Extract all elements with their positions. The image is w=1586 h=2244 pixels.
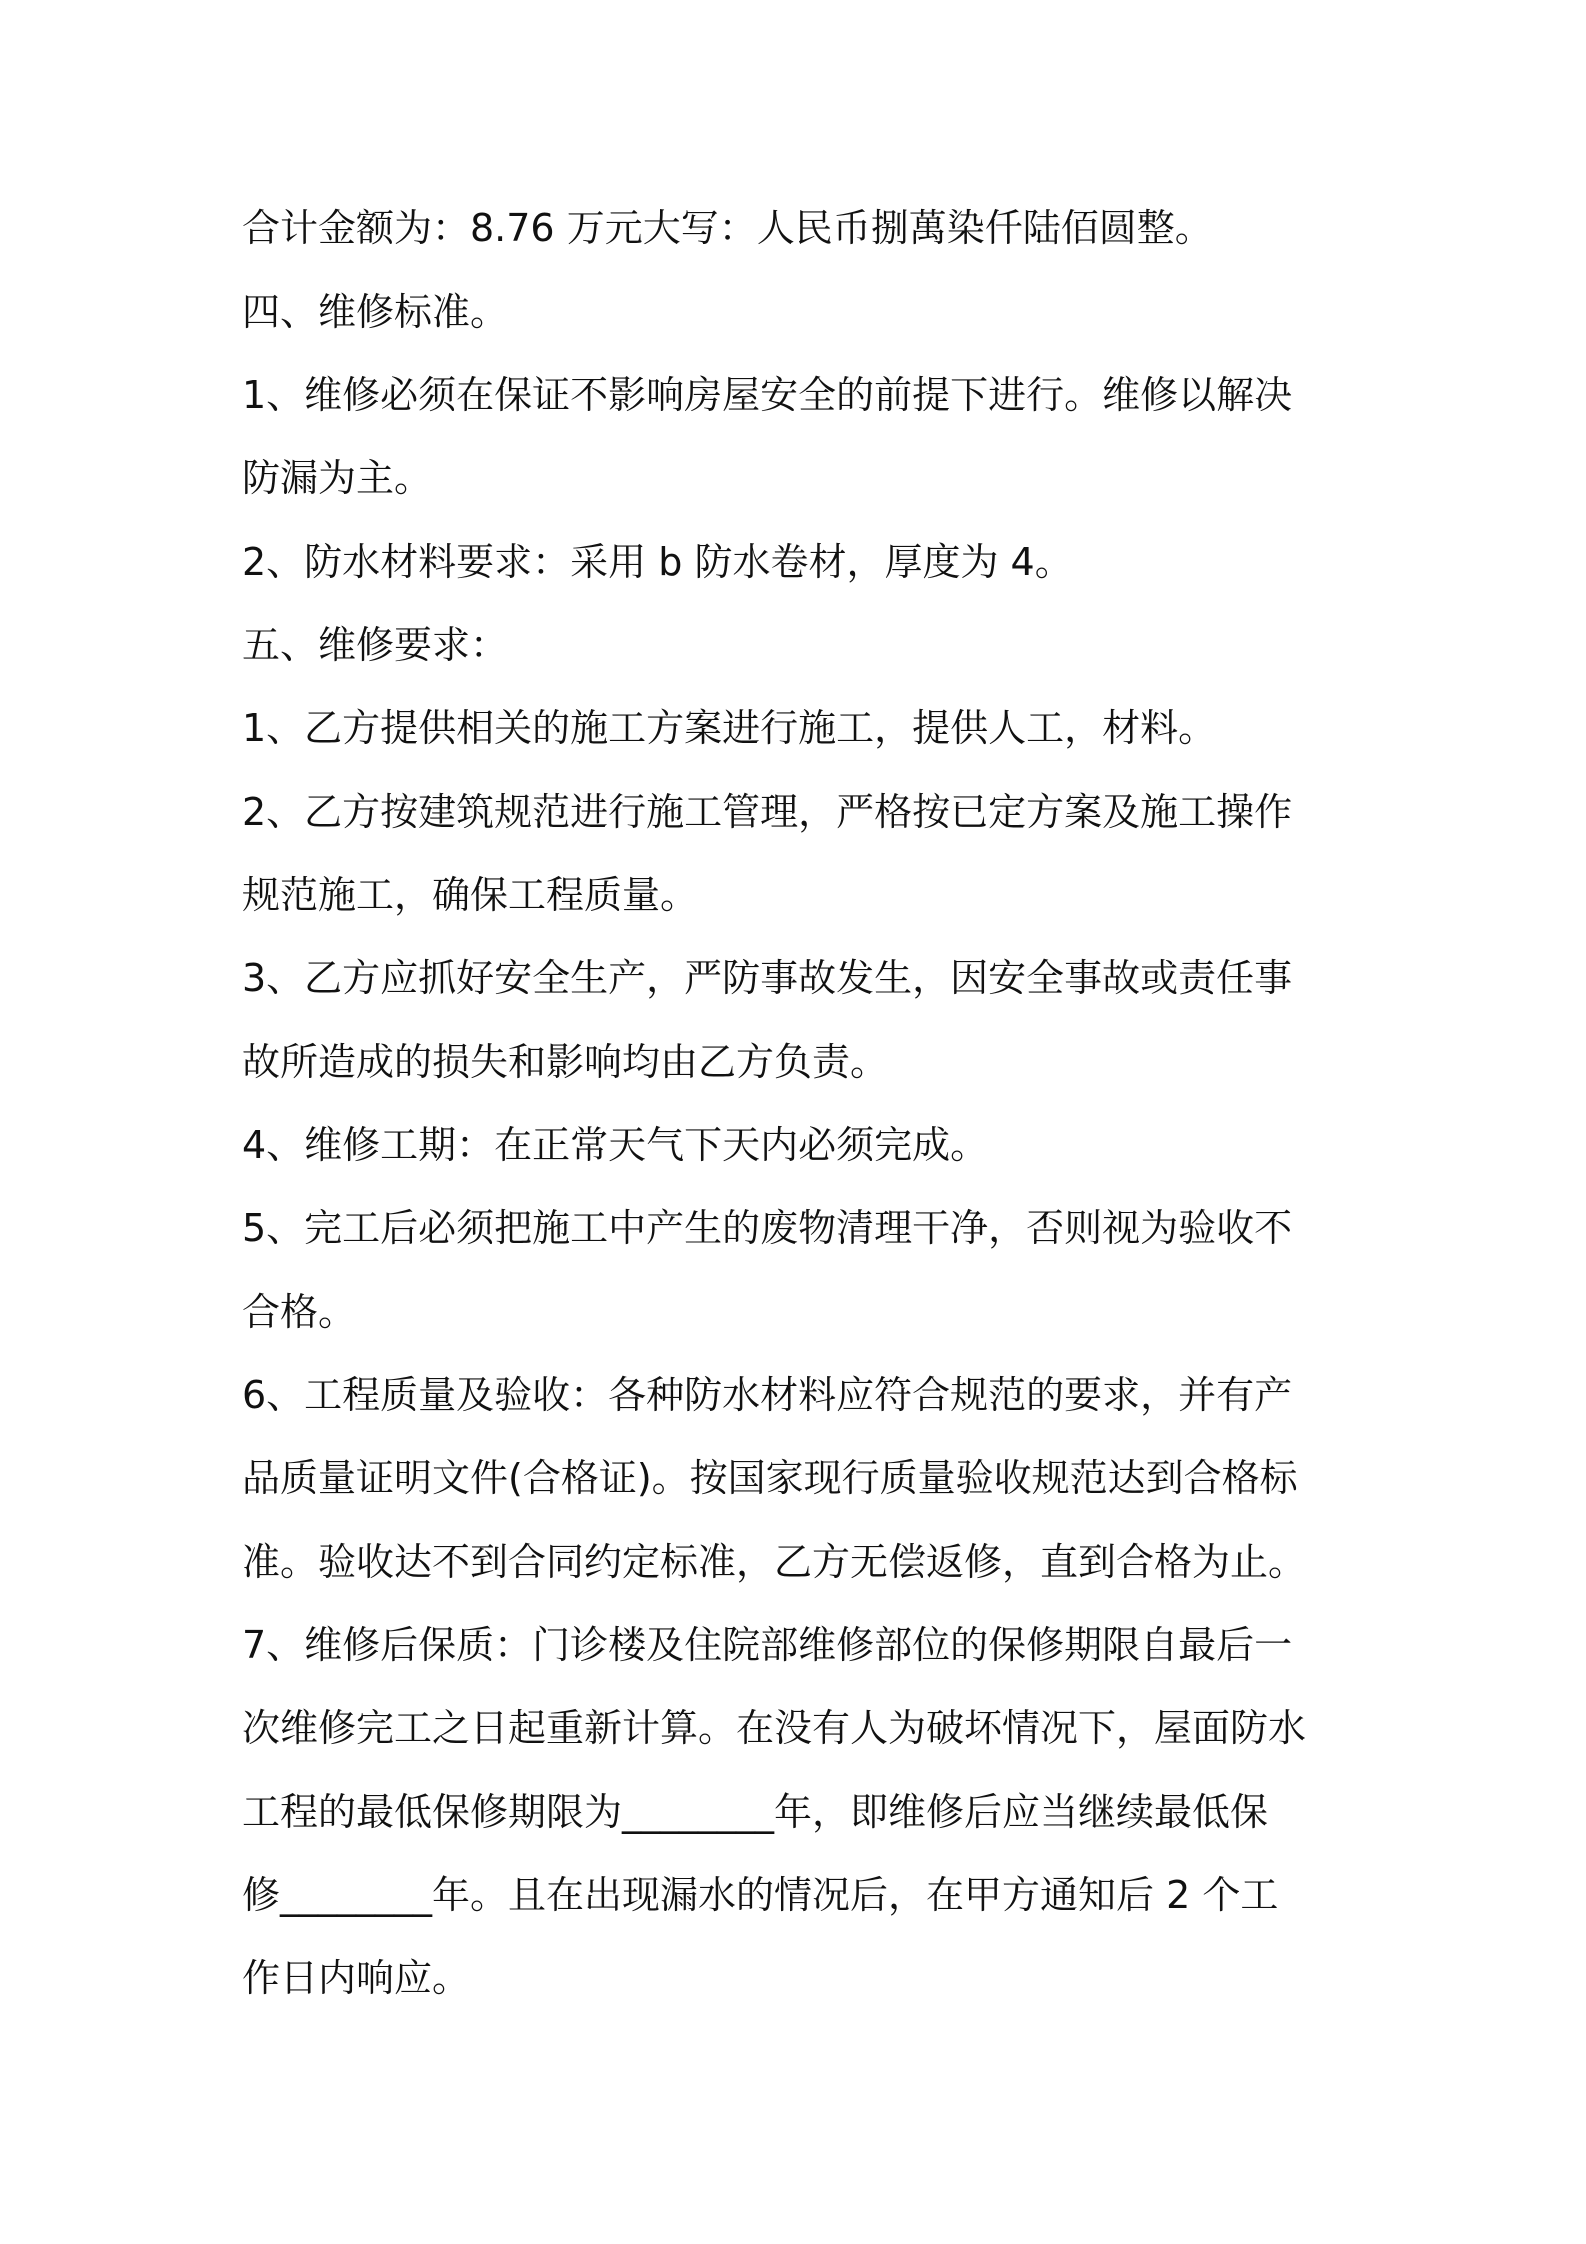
requirement-item-7-line-1: 7、维修后保质：门诊楼及住院部维修部位的保修期限自最后一 (242, 1623, 1293, 1667)
requirement-item-2-line-2: 规范施工，确保工程质量。 (242, 873, 699, 917)
requirement-item-5-line-2: 合格。 (242, 1290, 357, 1334)
requirement-item-1: 1、乙方提供相关的施工方案进行施工，提供人工，材料。 (242, 706, 1217, 750)
requirement-item-6-line-1: 6、工程质量及验收：各种防水材料应符合规范的要求，并有产 (242, 1373, 1293, 1417)
requirement-item-7-line-4: 修________年。且在出现漏水的情况后，在甲方通知后 2 个工 (242, 1873, 1279, 1917)
section-heading-5: 五、维修要求： (242, 623, 509, 667)
section-heading-4: 四、维修标准。 (242, 290, 509, 334)
requirement-item-5-line-1: 5、完工后必须把施工中产生的废物清理干净，否则视为验收不 (242, 1206, 1293, 1250)
standard-item-1-line-2: 防漏为主。 (242, 456, 433, 500)
requirement-item-2-line-1: 2、乙方按建筑规范进行施工管理，严格按已定方案及施工操作 (242, 790, 1293, 834)
requirement-item-3-line-1: 3、乙方应抓好安全生产，严防事故发生，因安全事故或责任事 (242, 956, 1293, 1000)
requirement-item-7-line-2: 次维修完工之日起重新计算。在没有人为破坏情况下，屋面防水 (242, 1706, 1307, 1750)
standard-item-1-line-1: 1、维修必须在保证不影响房屋安全的前提下进行。维修以解决 (242, 373, 1293, 417)
requirement-item-7-line-3: 工程的最低保修期限为________年，即维修后应当继续最低保 (242, 1790, 1269, 1834)
standard-item-2: 2、防水材料要求：采用 b 防水卷材，厚度为 4。 (242, 540, 1073, 584)
requirement-item-4: 4、维修工期：在正常天气下天内必须完成。 (242, 1123, 989, 1167)
requirement-item-6-line-2: 品质量证明文件(合格证)。按国家现行质量验收规范达到合格标 (242, 1456, 1298, 1500)
requirement-item-6-line-3: 准。验收达不到合同约定标准，乙方无偿返修，直到合格为止。 (242, 1540, 1307, 1584)
requirement-item-7-line-5: 作日内响应。 (242, 1956, 471, 2000)
amount-total-line: 合计金额为：8.76 万元大写：人民币捌萬染仟陆佰圆整。 (242, 206, 1213, 250)
requirement-item-3-line-2: 故所造成的损失和影响均由乙方负责。 (242, 1040, 889, 1084)
